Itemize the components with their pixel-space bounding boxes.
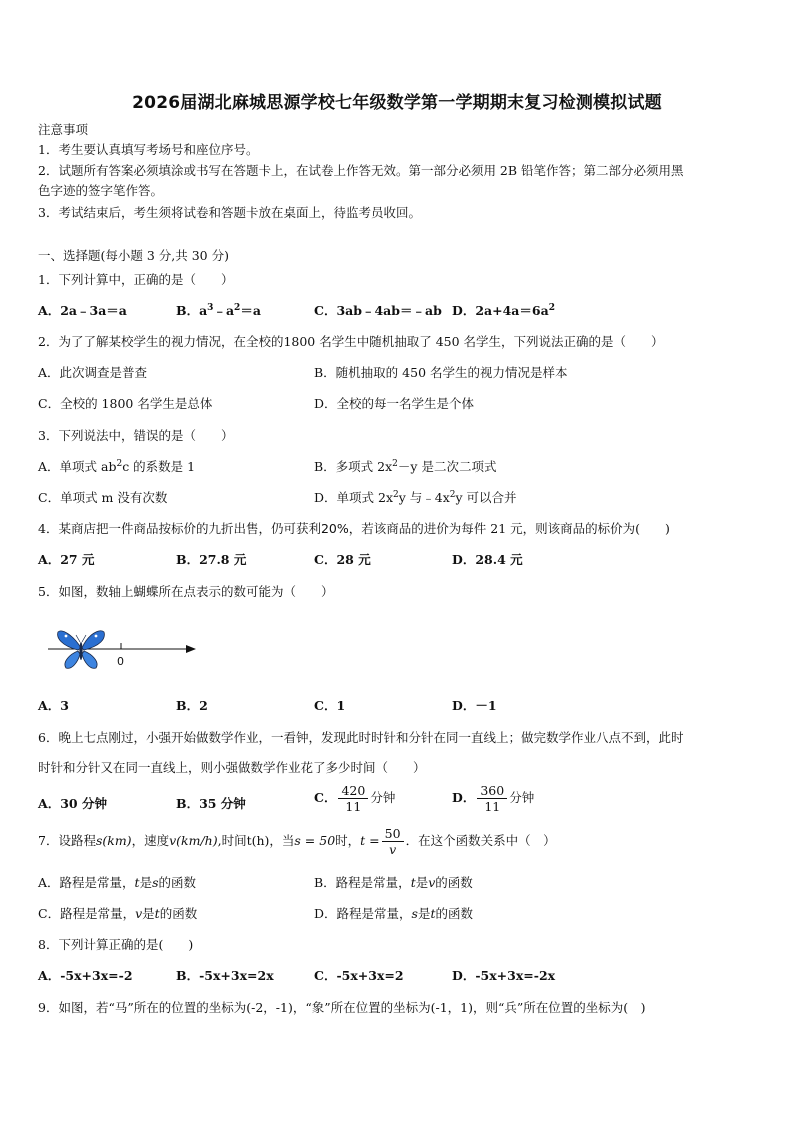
q3-stem: 3．下列说法中，错误的是（ ）: [38, 428, 234, 443]
q6-option-c: C． $\frac{420}{11}$ 分钟: [314, 783, 396, 814]
q1-option-d: D．$2a+4a=6a^2$: [452, 302, 555, 318]
q1-option-b: B．$a^3﹣a^2=a$: [176, 302, 261, 318]
q1-stem: 1．下列计算中，正确的是（ ）: [38, 272, 234, 287]
page-title: 2026届湖北麻城思源学校七年级数学第一学期期末复习检测模拟试题: [132, 93, 662, 113]
q8-stem: 8．下列计算正确的是( ): [38, 937, 194, 952]
number-line-figure: [44, 626, 204, 672]
q5-option-b: B．2: [176, 698, 208, 713]
q2-option-b: B．随机抽取的 450 名学生的视力情况是样本: [314, 365, 568, 380]
q7-option-b: B．路程是常量，t是v的函数: [314, 875, 473, 890]
notice-item-2b: 色字迹的签字笔作答。: [38, 183, 164, 198]
notice-item-1: 1．考生要认真填写考场号和座位序号。: [38, 142, 259, 157]
q6-c-fraction: $\frac{420}{11}$: [338, 783, 368, 814]
q4-option-b: B．27.8 元: [176, 552, 247, 567]
notice-item-2a: 2．试题所有答案必须填涂或书写在答题卡上，在试卷上作答无效。第一部分必须用 2B 铅笔作答；第二部分必须用黑: [38, 163, 684, 178]
section-heading: 一、选择题(每小题 3 分,共 30 分): [38, 248, 229, 263]
q2-option-c: C．全校的 1800 名学生是总体: [38, 396, 213, 411]
q4-option-c: C．28 元: [314, 552, 371, 567]
q1-option-a: A．2a﹣3a＝a: [38, 303, 127, 318]
q8-option-a: A．-5x+3x=-2: [38, 968, 133, 983]
number-line-arrow-icon: [186, 645, 196, 653]
q5-option-a: A．3: [38, 698, 69, 713]
q1-option-c: C．3ab﹣4ab＝﹣ab: [314, 303, 442, 318]
q7-option-a: A．路程是常量，t是s的函数: [38, 875, 197, 890]
q8-option-d: D．-5x+3x=-2x: [452, 968, 556, 983]
q4-stem: 4．某商店把一件商品按标价的九折出售，仍可获利20%，若该商品的进价为每件 21 元，则该商品的标价为( ): [38, 521, 670, 536]
q3-option-c: C．单项式 m 没有次数: [38, 490, 168, 505]
q5-stem: 5．如图，数轴上蝴蝶所在点表示的数可能为（ ）: [38, 584, 334, 599]
q6-d-fraction: $\frac{360}{11}$: [477, 783, 507, 814]
q3-option-d: D．单项式 $2x^2y$ 与$﹣4x^2y$ 可以合并: [314, 489, 517, 505]
q6-option-d: D． $\frac{360}{11}$ 分钟: [452, 783, 535, 814]
q4-option-a: A．27 元: [38, 552, 95, 567]
q3-option-b: B．多项式 $2x^2-y$ 是二次二项式: [314, 458, 497, 474]
notice-item-3: 3．考试结束后，考生须将试卷和答题卡放在桌面上，待监考员收回。: [38, 205, 421, 220]
q2-option-d: D．全校的每一名学生是个体: [314, 396, 475, 411]
butterfly-icon: [58, 631, 105, 669]
q3-option-a: A．单项式 $ab^2c$ 的系数是 1: [38, 458, 196, 474]
q8-option-b: B．-5x+3x=2x: [176, 968, 274, 983]
q5-option-c: C．1: [314, 698, 346, 713]
q7-option-c: C．路程是常量，v是t的函数: [38, 906, 198, 921]
q4-option-d: D．28.4 元: [452, 552, 523, 567]
notice-heading: 注意事项: [38, 122, 89, 137]
q2-stem: 2．为了了解某校学生的视力情况，在全校的1800 名学生中随机抽取了 450 名学生，下列说法正确的是（ ）: [38, 334, 664, 349]
q7-stem: 7．设路程s(km)，速度v(km/h),时间t(h)，当s = 50时，t = $\frac{50}{v}$ ．在这个函数关系中（ ）: [38, 826, 556, 857]
q8-option-c: C．-5x+3x=2: [314, 968, 404, 983]
q7-fraction: $\frac{50}{v}$: [382, 826, 404, 857]
q5-option-d: D．－1: [452, 698, 497, 713]
q6-stem-a: 6．晚上七点刚过，小强开始做数学作业，一看钟，发现此时时针和分针在同一直线上；做完数学作业八点不到，此时: [38, 730, 684, 745]
q6-option-a: A．30 分钟: [38, 796, 107, 811]
axis-zero-label: 0: [117, 655, 124, 668]
q6-option-b: B．35 分钟: [176, 796, 246, 811]
q2-option-a: A．此次调查是普查: [38, 365, 148, 380]
q9-stem: 9．如图，若“马”所在的位置的坐标为(-2，-1)，“象”所在位置的坐标为(-1，1)，则“兵”所在位置的坐标为( ): [38, 1000, 646, 1015]
q6-stem-b: 时针和分针又在同一直线上，则小强做数学作业花了多少时间（ ）: [38, 760, 426, 775]
q7-option-d: D．路程是常量，s是t的函数: [314, 906, 474, 921]
